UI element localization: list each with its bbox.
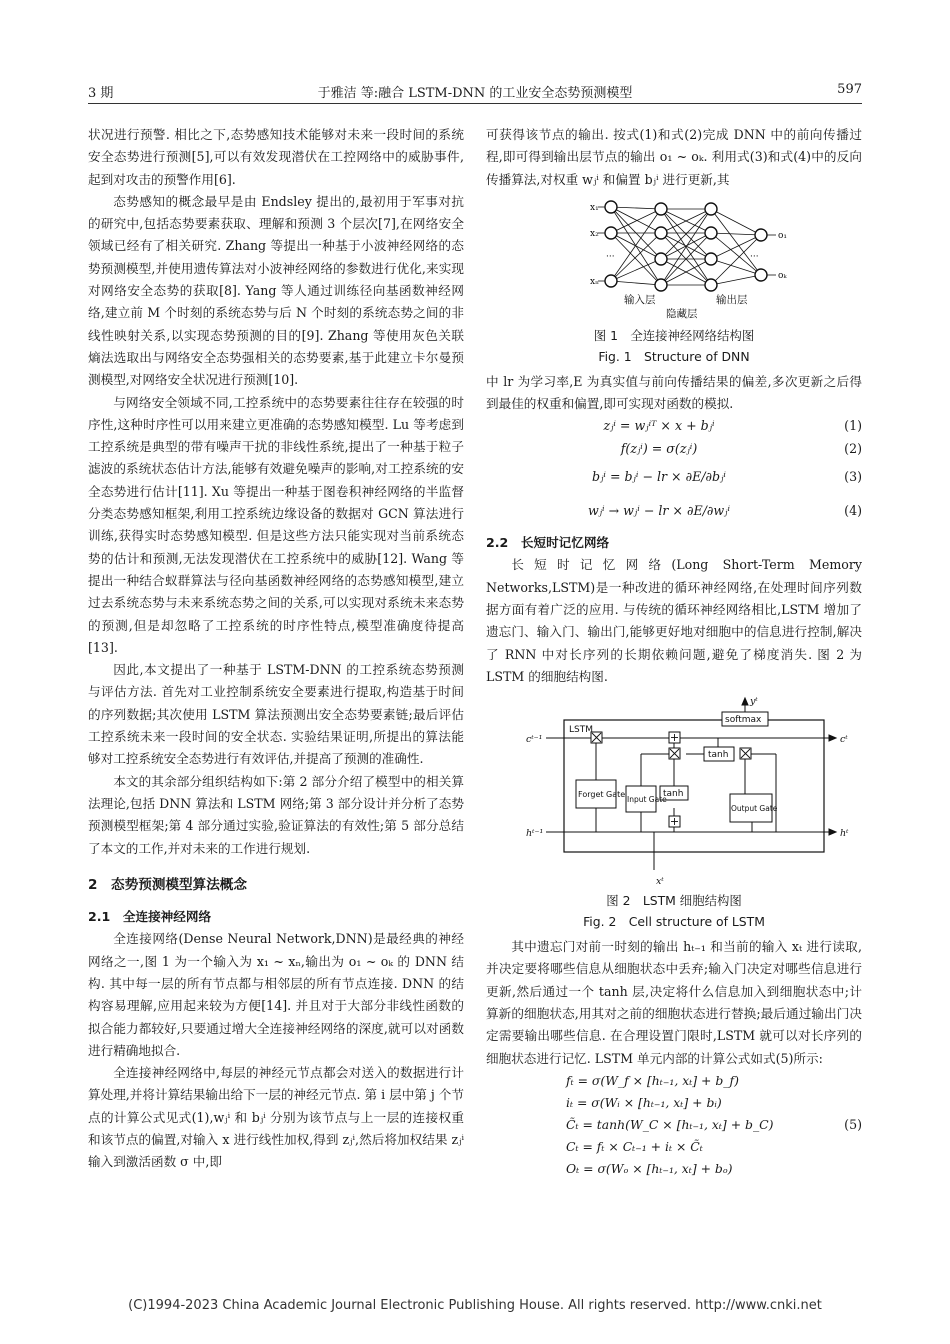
label-o1: o₁ <box>778 230 788 241</box>
hidden-node <box>705 227 717 239</box>
copyright-footer: (C)1994-2023 China Academic Journal Electronic Publishing House. All rights reserved. http://www.cnki.net <box>128 1298 822 1313</box>
output-node <box>755 269 767 281</box>
label-xt: xᵗ <box>656 876 664 888</box>
hidden-node <box>705 253 717 265</box>
equation-number: (3) <box>844 468 862 484</box>
figure-caption-en: Fig. 2 Cell structure of LSTM <box>583 914 765 930</box>
equation-body: f(zⱼⁱ) = σ(zⱼⁱ) <box>620 440 698 456</box>
equation-line: C̃ₜ = tanh(W_C × [hₜ₋₁, xₜ] + b_C) <box>566 1116 774 1132</box>
paragraph: 全连接网络(Dense Neural Network,DNN)是最经典的神经网络之一,图 1 为一个输入为 x₁ ~ xₙ,输出为 o₁ ~ oₖ 的 DNN 结构. 其中每一层的所有节点都与相邻层的所有节点连接. DNN 的结构容易理解,应用起来较为方便[14]. 并且对于大部分非线性函数的拟合能力都较好,只要通过增大全连接神经网络的深度,就可以对函数进行精确地拟合. <box>88 931 464 1058</box>
paragraph: 可获得该节点的输出. 按式(1)和式(2)完成 DNN 中的前向传播过程,即可得到输出层节点的输出 o₁ ~ oₖ. 利用式(3)和式(4)中的反向传播算法,对权重 wⱼⁱ 和偏置 bⱼⁱ 进行更新,其 <box>486 127 862 187</box>
figure-caption-cn: 图 1 全连接神经网络结构图 <box>593 327 755 343</box>
equation-3 <box>486 460 862 494</box>
label-x2: x₂ <box>590 228 599 239</box>
equation-number: (2) <box>844 440 862 456</box>
equation-body: zⱼⁱ = wⱼⁱᵀ × x + bⱼⁱ <box>603 418 715 434</box>
equation-2 <box>486 438 862 460</box>
paragraph: 中 lr 为学习率,E 为真实值与前向传播结果的偏差,多次更新之后得到最佳的权重和偏置,即可实现对函数的模拟. <box>486 373 862 412</box>
tanh-label: tanh <box>708 750 729 761</box>
label-dots: ··· <box>750 251 759 262</box>
label-yt: yᵗ <box>750 696 758 708</box>
paragraph: 全连接神经网络中,每层的神经元节点都会对送入的数据进行计算处理,并将计算结果输出给下一层的神经元节点. 第 i 层中第 j 个节点的计算公式见式(1),wⱼⁱ 和 bⱼⁱ 分别为该节点与上一层的连接权重和该节点的偏置,对输入 x 进行线性加权,得到 zⱼⁱ,然后将加权结果 zⱼⁱ 输入到激活函数 σ 中,即 <box>88 1065 464 1170</box>
header-rule <box>88 103 862 104</box>
lstm-label: LSTM <box>569 725 593 736</box>
dnn-diagram <box>486 197 862 319</box>
hidden-node <box>655 227 667 239</box>
page-number: 597 <box>837 82 862 97</box>
hidden-node <box>655 203 667 215</box>
equation-4 <box>486 494 862 528</box>
hidden-node <box>705 203 717 215</box>
section-heading: 2 态势预测模型算法概念 <box>88 876 247 893</box>
paragraph: 长短时记忆网络(Long Short-Term Memory Networks,LSTM)是一种改进的循环神经网络,在处理时间序列数据方面有着广泛的应用. 与传统的循环神经网络相比,LSTM 增加了遗忘门、输入门、输出门,能够更好地对细胞中的信息进行控制,解决了 RNN 中对长序列的长期依赖问题,避免了梯度消失. 图 2 为 LSTM 的细胞结构图. <box>486 557 862 684</box>
equation-5 <box>486 1070 862 1180</box>
figure-1 <box>486 197 862 319</box>
running-title: 于雅洁 等:融合 LSTM-DNN 的工业安全态势预测模型 <box>317 86 633 101</box>
lstm-cell-diagram <box>486 694 862 890</box>
paragraph: 本文的其余部分组织结构如下:第 2 部分介绍了模型中的相关算法理论,包括 DNN 算法和 LSTM 网络;第 3 部分设计并分析了态势预测模型框架;第 4 部分通过实验,验证算法的有效性;第 5 部分总结了本文的工作,并对未来的工作进行规划. <box>88 773 464 856</box>
label-ok: oₖ <box>778 270 787 281</box>
tanh-label: tanh <box>663 789 684 800</box>
label-hidden-layer: 隐藏层 <box>666 307 698 319</box>
label-ht-minus-1: hᵗ⁻¹ <box>526 828 544 840</box>
input-node <box>605 227 617 239</box>
label-ct: cᵗ <box>840 734 848 746</box>
subsection-heading: 2.2 长短时记忆网络 <box>486 535 610 551</box>
equation-line: Cₜ = fₜ × Cₜ₋₁ + iₜ × C̃ₜ <box>566 1138 703 1154</box>
figure-caption-en: Fig. 1 Structure of DNN <box>598 348 750 364</box>
hidden-node <box>705 279 717 291</box>
equation-number: (1) <box>844 418 862 434</box>
output-node <box>755 229 767 241</box>
equation-body: bⱼⁱ = bⱼⁱ − lr × ∂E/∂bⱼⁱ <box>592 468 726 484</box>
label-ct-minus-1: cᵗ⁻¹ <box>526 734 543 746</box>
equation-line: iₜ = σ(Wᵢ × [hₜ₋₁, xₜ] + bᵢ) <box>566 1094 722 1110</box>
label-output-layer: 输出层 <box>716 293 748 306</box>
output-gate-label: Output Gate <box>731 804 778 814</box>
right-column <box>486 124 862 1180</box>
input-node <box>605 275 617 287</box>
label-dots: ··· <box>606 251 615 262</box>
running-header <box>88 80 862 102</box>
subsection-heading: 2.1 全连接神经网络 <box>88 909 212 925</box>
figure-caption-cn: 图 2 LSTM 细胞结构图 <box>606 893 742 909</box>
input-gate-label: Input Gate <box>627 795 667 805</box>
equation-line: fₜ = σ(W_f × [hₜ₋₁, xₜ] + b_f) <box>566 1072 739 1088</box>
equation-body: wⱼⁱ → wⱼⁱ − lr × ∂E/∂wⱼⁱ <box>587 502 731 518</box>
label-x1: x₁ <box>590 202 599 213</box>
issue-number: 3 期 <box>88 86 114 101</box>
label-ht: hᵗ <box>840 828 849 840</box>
paragraph: 其中遗忘门对前一时刻的输出 hₜ₋₁ 和当前的输入 xₜ 进行读取,并决定要将哪些信息从细胞状态中丢弃;输入门决定对哪些信息进行更新,然后通过一个 tanh 层,决定将什么信息加入到细胞状态中;计算新的细胞状态,用其对之前的细胞状态进行替换;最后通过输出门决定需要输出哪些信息. 在合理设置门限时,LSTM 就可以对长序列的细胞状态进行记忆. LSTM 单元内部的计算公式如式(5)所示: <box>486 939 862 1066</box>
equation-number: (5) <box>844 1116 862 1132</box>
label-input-layer: 输入层 <box>624 293 656 306</box>
equation-number: (4) <box>844 502 862 518</box>
equation-line: Oₜ = σ(Wₒ × [hₜ₋₁, xₜ] + bₒ) <box>566 1160 733 1176</box>
left-column <box>88 124 464 1174</box>
paragraph: 与网络安全领域不同,工控系统中的态势要素往往存在较强的时序性,这种时序性可以用来建立更准确的态势感知模型. Lu 等考虑到工控系统是典型的带有噪声干扰的非线性系统,提出了一种基于粒子滤波的系统状态估计方法,能够有效避免噪声的影响,对工控系统的安全态势进行估计[11]. Xu 等提出一种基于图卷积神经网络的半监督分类态势感知框架,利用工控系统边缘设备的数据对 GCN 算法进行训练,获得实时态势感知模型. 但是这些方法只能实现对当前系统态势的估计和预测,无法发现潜伏在工控系统中的威胁[12]. Wang 等提出一种结合蚁群算法与径向基函数神经网络的态势感知模型,建立过去系统态势与未来系统态势之间的关系,可以实现对系统未来态势的预测,但是却忽略了工控系统的时序性特点,模型准确度待提高[13]. <box>88 394 464 655</box>
hidden-node <box>655 279 667 291</box>
hidden-node <box>655 253 667 265</box>
paragraph: 状况进行预警. 相比之下,态势感知技术能够对未来一段时间的系统安全态势进行预测[5],可以有效发现潜伏在工控网络中的威胁事件,起到对攻击的预警作用[6]. <box>88 127 464 187</box>
equation-1 <box>486 415 862 437</box>
paragraph: 态势感知的概念最早是由 Endsley 提出的,最初用于军事对抗的研究中,包括态势要素获取、理解和预测 3 个层次[7],在网络安全领域已经有了相关研究. Zhang 等提出一种基于小波神经网络的态势预测模型,并使用遗传算法对小波神经网络的参数进行优化,来实现对网络安全态势的获取[8]. Yang 等人通过训练径向基函数神经网络,建立前 M 个时刻的系统态势与后 N 个时刻的系统态势之间的非线性映射关系,以实现态势预测的目的[9]. Zhang 等使用灰色关联熵法选取出与网络安全态势强相关的态势要素,基于此建立卡尔曼预测模型,对网络安全状况进行预测[10]. <box>88 193 464 388</box>
softmax-label: softmax <box>725 715 762 726</box>
forget-gate-label: Forget Gate <box>578 790 626 800</box>
figure-2 <box>486 694 862 890</box>
paragraph: 因此,本文提出了一种基于 LSTM-DNN 的工控系统态势预测与评估方法. 首先对工业控制系统安全要素进行提取,构造基于时间的序列数据;其次使用 LSTM 算法预测出安全态势要素链;最后评估工控系统未来一段时间的安全状态. 实验结果证明,所提出的算法能够对工控系统安全态势进行有效评估,并提高了预测的准确性. <box>88 662 464 767</box>
label-xn: xₙ <box>590 276 599 287</box>
input-node <box>605 201 617 213</box>
